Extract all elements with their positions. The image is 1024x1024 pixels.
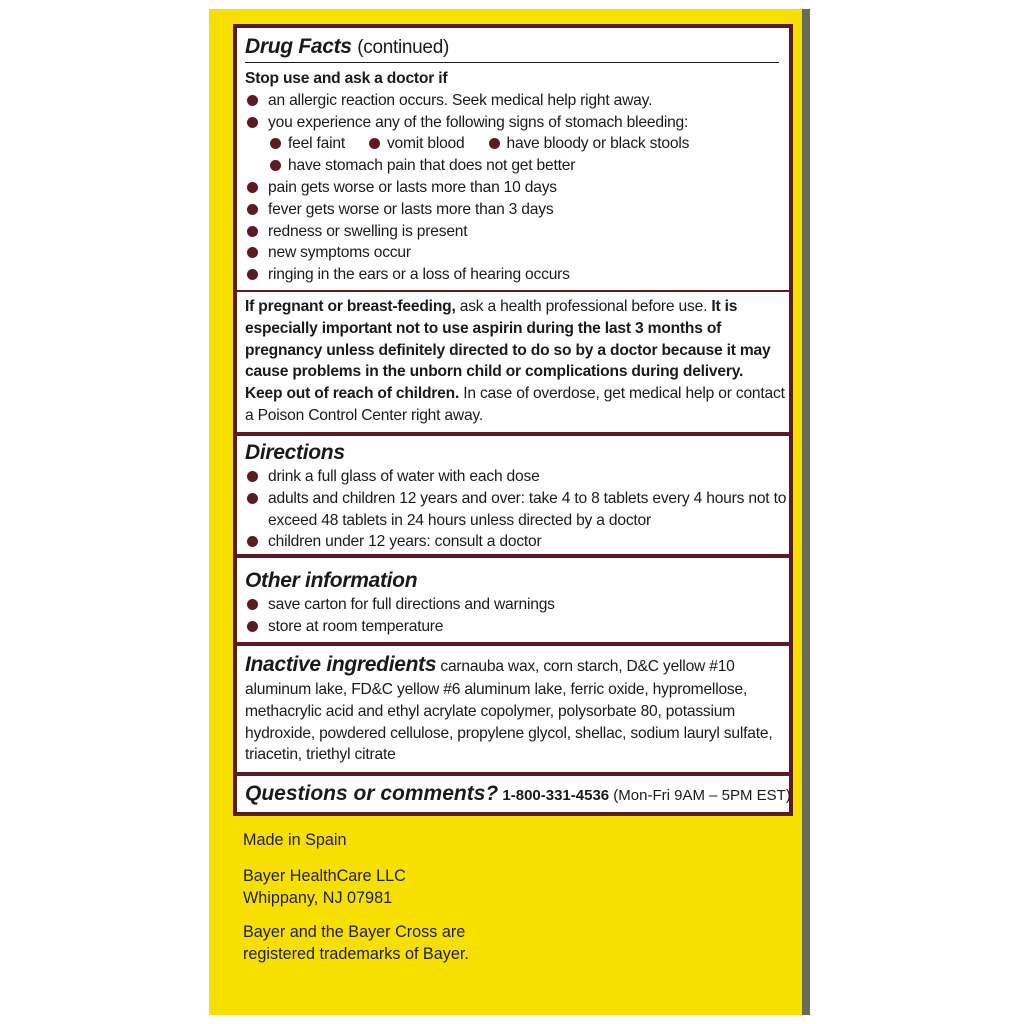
bullet-icon: [270, 138, 281, 149]
bullet-icon: [247, 471, 258, 482]
list-item: [245, 488, 787, 510]
pregnancy-line: [245, 296, 779, 318]
questions-line: [245, 780, 791, 810]
keep-out-text-2: a Poison Control Center right away.: [245, 406, 483, 424]
list-item-text: fever gets worse or lasts more than 3 days: [268, 200, 554, 218]
bullet-icon: [270, 160, 281, 171]
other-info-heading: Other information: [245, 569, 418, 592]
inactive-text: methacrylic acid and ethyl acrylate copolymer, polysorbate 80, potassium: [245, 702, 736, 720]
list-item-text: adults and children 12 years and over: take 4 to 8 tablets every 4 hours not to: [268, 489, 787, 507]
list-item-text: save carton for full directions and warnings: [268, 596, 555, 613]
stop-use-heading: Stop use and ask a doctor if: [245, 70, 448, 87]
pregnancy-bold-start: It is: [711, 298, 738, 315]
list-item-text: feel faint: [288, 135, 345, 153]
list-item-text: store at room temperature: [268, 617, 444, 635]
drug-facts-title: [245, 34, 779, 61]
drug-facts-panel: [233, 24, 793, 816]
other-info-section: [237, 568, 789, 638]
pregnancy-warning-line: cause problems in the unborn child or complications during delivery.: [245, 363, 744, 381]
list-item-text: an allergic reaction occurs. Seek medical help right away.: [268, 91, 653, 109]
list-item: [245, 594, 779, 616]
bullet-icon: [247, 182, 258, 193]
made-in-text: Made in Spain: [243, 831, 347, 849]
list-item: [245, 616, 779, 638]
list-item: [487, 133, 690, 155]
company-address: Whippany, NJ 07981: [243, 889, 393, 907]
pregnancy-text: ask a health professional before use.: [455, 298, 712, 315]
list-item: [367, 133, 465, 155]
bullet-icon: [489, 138, 500, 149]
bullet-icon: [369, 138, 380, 149]
phone-number: 1-800-331-4536: [498, 787, 610, 804]
title-rule: [245, 62, 779, 63]
inactive-text: triacetin, triethyl citrate: [245, 746, 396, 764]
carton-edge: [802, 9, 810, 1015]
list-item: [245, 177, 779, 199]
inactive-text: hydroxide, powdered cellulose, propylene glycol, shellac, sodium lauryl sulfate,: [245, 724, 773, 742]
bullet-icon: [247, 269, 258, 280]
questions-section: [237, 780, 789, 810]
divider: [237, 432, 789, 436]
hours-text: (Mon-Fri 9AM – 5PM EST): [609, 787, 791, 804]
list-item: [268, 133, 345, 155]
pregnancy-warning-line: pregnancy unless definitely directed to do so by a doctor because it may: [245, 341, 771, 359]
divider: [237, 642, 789, 646]
list-item: [245, 221, 779, 243]
list-item-text: have bloody or black stools: [506, 135, 690, 153]
warnings-section: [237, 296, 789, 427]
list-item-text: drink a full glass of water with each dose: [268, 468, 540, 485]
inactive-text: carnauba wax, corn starch, D&C yellow #10: [436, 658, 735, 675]
directions-heading: Directions: [245, 441, 345, 464]
inactive-section: [237, 652, 789, 766]
list-item-text: vomit blood: [386, 135, 465, 153]
list-item: [245, 90, 779, 112]
keep-out-line: [245, 383, 785, 405]
pregnancy-warning-line: especially important not to use aspirin during the last 3 months of: [245, 319, 722, 337]
list-item-text: children under 12 years: consult a doctor: [268, 533, 542, 551]
keep-out-lead: Keep out of reach of children.: [245, 385, 460, 403]
keep-out-text: In case of overdose, get medical help or contact: [459, 385, 785, 403]
trademark-text-2: registered trademarks of Bayer.: [243, 945, 469, 963]
inactive-first-line: [245, 652, 779, 679]
list-item: [245, 199, 779, 221]
list-item-continuation: exceed 48 tablets in 24 hours unless directed by a doctor: [268, 511, 652, 529]
bleeding-signs-row: [245, 133, 779, 155]
bullet-icon: [247, 204, 258, 215]
list-item: [245, 264, 779, 286]
bullet-icon: [247, 493, 258, 504]
drug-facts-title-suffix: (continued): [357, 37, 449, 58]
inactive-text: aluminum lake, FD&C yellow #6 aluminum lake, ferric oxide, hypromellose,: [245, 681, 748, 698]
divider: [237, 554, 789, 558]
drug-facts-title-text: Drug Facts: [245, 35, 352, 58]
list-item: [245, 112, 779, 134]
bullet-icon: [247, 95, 258, 106]
divider: [237, 290, 789, 292]
list-item-text: ringing in the ears or a loss of hearing occurs: [268, 266, 570, 284]
pregnancy-lead: If pregnant or breast-feeding,: [245, 298, 456, 315]
trademark-text: Bayer and the Bayer Cross are: [243, 923, 466, 941]
directions-section: [237, 440, 789, 553]
questions-heading: Questions or comments?: [245, 782, 499, 805]
list-item-text: new symptoms occur: [268, 244, 411, 262]
bullet-icon: [247, 117, 258, 128]
list-item-text: redness or swelling is present: [268, 222, 468, 240]
bullet-icon: [247, 599, 258, 610]
bullet-icon: [247, 621, 258, 632]
bleeding-signs-row-2: [245, 155, 779, 177]
bullet-icon: [247, 226, 258, 237]
divider: [237, 772, 789, 776]
company-name: Bayer HealthCare LLC: [243, 867, 406, 885]
inactive-heading: Inactive ingredients: [245, 653, 437, 676]
list-item-text: pain gets worse or lasts more than 10 days: [268, 178, 557, 196]
stop-use-section: [237, 34, 789, 286]
list-item: [245, 242, 779, 264]
list-item: [245, 466, 779, 488]
bullet-icon: [247, 536, 258, 547]
list-item: [245, 531, 779, 553]
list-item-text: have stomach pain that does not get better: [288, 157, 576, 175]
list-item-text: you experience any of the following signs of stomach bleeding:: [268, 113, 689, 131]
bullet-icon: [247, 247, 258, 258]
list-item: [268, 155, 575, 177]
